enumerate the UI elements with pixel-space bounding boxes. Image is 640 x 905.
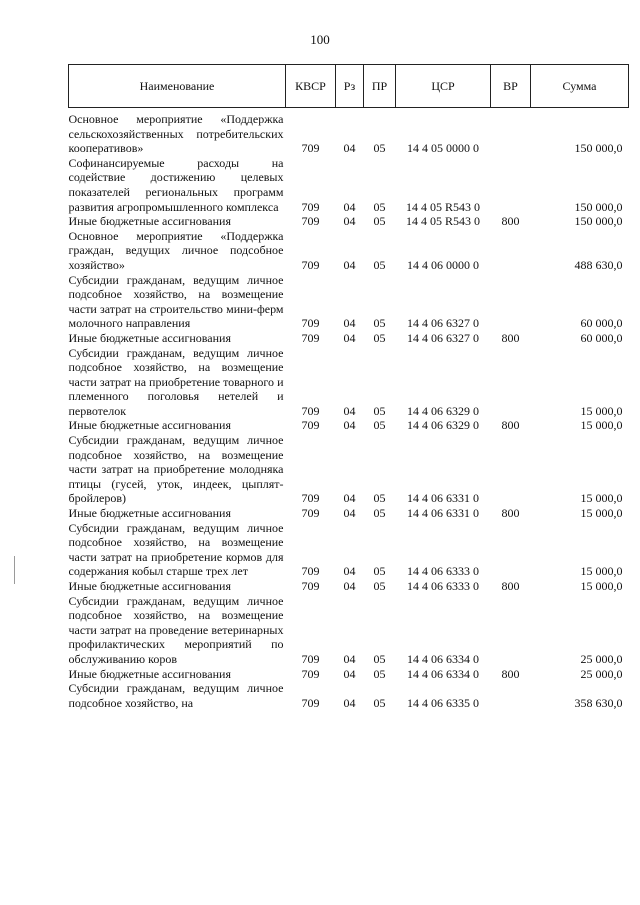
- cell-pr: 05: [373, 403, 386, 418]
- cell-rz: 04: [343, 330, 356, 345]
- cell-vr: [491, 229, 531, 273]
- cell-sum: 15 000,0: [580, 506, 623, 521]
- table-row: [69, 667, 629, 682]
- cell-pr: 05: [373, 564, 386, 579]
- cell-csr: 14 4 06 6333 0: [407, 564, 479, 579]
- cell-pr: 05: [373, 316, 386, 331]
- cell-name: Иные бюджетные ассигнования: [68, 214, 231, 229]
- header-pr: ПР: [364, 65, 396, 108]
- cell-pr: 05: [373, 695, 386, 710]
- cell-rz: 04: [343, 141, 356, 156]
- cell-sum: 25 000,0: [580, 651, 623, 666]
- cell-sum: 15 000,0: [580, 418, 623, 433]
- cell-kvsr: 709: [301, 579, 320, 593]
- cell-vr: [491, 594, 531, 667]
- header-vr: ВР: [491, 65, 531, 108]
- cell-vr: [491, 346, 531, 419]
- cell-kvsr: 709: [301, 695, 320, 710]
- table-row: [69, 108, 629, 156]
- cell-csr: 14 4 06 0000 0: [407, 257, 479, 272]
- table-row: [69, 331, 629, 346]
- table-row: [69, 214, 629, 229]
- cell-sum: 25 000,0: [580, 666, 623, 681]
- cell-rz: 04: [343, 506, 356, 521]
- table-row: [69, 156, 629, 214]
- cell-csr: 14 4 06 6329 0: [407, 418, 479, 433]
- table-row: [69, 418, 629, 433]
- cell-rz: 04: [343, 491, 356, 506]
- table-row: [69, 681, 629, 710]
- cell-rz: 04: [343, 199, 356, 214]
- cell-sum: 150 000,0: [574, 141, 623, 156]
- cell-name: Субсидии гражданам, ведущим личное подсобное хозяйство, на возмещение части затрат на приобретение молодняка птицы (гусей, уток, индеек, цыплят-бройлеров): [68, 433, 284, 506]
- cell-csr: 14 4 05 0000 0: [407, 141, 479, 156]
- cell-pr: 05: [373, 666, 386, 681]
- cell-vr: [491, 681, 531, 710]
- cell-kvsr: 709: [301, 506, 320, 521]
- cell-name: Иные бюджетные ассигнования: [68, 579, 231, 593]
- cell-name: Софинансируемые расходы на содействие достижению целевых показателей региональных программ развития агропромышленного комплекса: [68, 155, 284, 214]
- cell-vr: [491, 108, 531, 156]
- cell-vr: [491, 521, 531, 579]
- cell-sum: 15 000,0: [580, 564, 623, 579]
- cell-vr: [491, 433, 531, 506]
- cell-sum: 60 000,0: [580, 330, 623, 345]
- cell-name: Иные бюджетные ассигнования: [68, 506, 231, 521]
- cell-name: Субсидии гражданам, ведущим личное подсобное хозяйство, на возмещение части затрат на проведение ветеринарных профилактических мероприятий по обслуживанию коров: [68, 593, 284, 666]
- cell-vr: [491, 156, 531, 214]
- cell-pr: 05: [373, 257, 386, 272]
- cell-rz: 04: [343, 651, 356, 666]
- cell-kvsr: 709: [301, 199, 320, 214]
- table-row: [69, 433, 629, 506]
- cell-sum: 60 000,0: [580, 316, 623, 331]
- cell-pr: 05: [373, 418, 386, 433]
- cell-pr: 05: [373, 651, 386, 666]
- cell-name: Субсидии гражданам, ведущим личное подсобное хозяйство, на возмещение части затрат на приобретение кормов для содержания кобыл старше трех лет: [68, 520, 284, 579]
- cell-csr: 14 4 06 6331 0: [407, 491, 479, 506]
- cell-sum: 15 000,0: [580, 491, 623, 506]
- table-row: [69, 594, 629, 667]
- cell-csr: 14 4 06 6331 0: [407, 506, 479, 521]
- cell-pr: 05: [373, 579, 386, 593]
- cell-csr: 14 4 06 6329 0: [407, 403, 479, 418]
- cell-sum: 150 000,0: [574, 199, 623, 214]
- cell-csr: 14 4 05 R543 0: [405, 214, 480, 229]
- table-row: [69, 521, 629, 579]
- cell-name: Субсидии гражданам, ведущим личное подсобное хозяйство, на: [68, 681, 284, 710]
- table-row: [69, 506, 629, 521]
- cell-name: Субсидии гражданам, ведущим личное подсобное хозяйство, на возмещение части затрат на строительство мини-ферм молочного направления: [68, 272, 284, 331]
- cell-name: Иные бюджетные ассигнования: [68, 666, 231, 681]
- cell-pr: 05: [373, 506, 386, 521]
- page-number: 100: [310, 32, 330, 47]
- cell-pr: 05: [373, 141, 386, 156]
- cell-kvsr: 709: [301, 214, 320, 229]
- table-header-row: [69, 65, 629, 108]
- cell-kvsr: 709: [301, 403, 320, 418]
- cell-pr: 05: [373, 199, 386, 214]
- header-sum: Сумма: [531, 65, 629, 108]
- cell-pr: 05: [373, 491, 386, 506]
- cell-vr: 800: [501, 330, 520, 345]
- cell-kvsr: 709: [301, 330, 320, 345]
- header-kvsr: КВСР: [286, 65, 336, 108]
- cell-vr: [491, 273, 531, 331]
- cell-vr: 800: [501, 214, 520, 229]
- header-rz: Рз: [336, 65, 364, 108]
- cell-name: Основное мероприятие «Поддержка сельскохозяйственных потребительских кооперативов»: [68, 112, 284, 156]
- table-row: [69, 273, 629, 331]
- cell-rz: 04: [343, 257, 356, 272]
- table-row: [69, 346, 629, 419]
- cell-csr: 14 4 06 6334 0: [407, 666, 479, 681]
- cell-kvsr: 709: [301, 491, 320, 506]
- cell-rz: 04: [343, 214, 356, 229]
- cell-pr: 05: [373, 214, 386, 229]
- cell-sum: 358 630,0: [574, 695, 623, 710]
- cell-sum: 15 000,0: [580, 403, 623, 418]
- header-csr: ЦСР: [396, 65, 491, 108]
- scan-mark: [14, 556, 15, 584]
- cell-rz: 04: [343, 418, 356, 433]
- cell-name: Иные бюджетные ассигнования: [68, 330, 231, 345]
- budget-table: [68, 64, 629, 710]
- cell-pr: 05: [373, 330, 386, 345]
- cell-csr: 14 4 05 R543 0: [405, 199, 480, 214]
- cell-sum: 150 000,0: [574, 214, 623, 229]
- cell-kvsr: 709: [301, 651, 320, 666]
- cell-kvsr: 709: [301, 418, 320, 433]
- cell-csr: 14 4 06 6335 0: [407, 695, 479, 710]
- cell-vr: 800: [501, 418, 520, 433]
- cell-rz: 04: [343, 316, 356, 331]
- cell-vr: 800: [501, 666, 520, 681]
- cell-kvsr: 709: [301, 141, 320, 156]
- cell-rz: 04: [343, 666, 356, 681]
- cell-csr: 14 4 06 6327 0: [407, 316, 479, 331]
- cell-csr: 14 4 06 6334 0: [407, 651, 479, 666]
- cell-name: Субсидии гражданам, ведущим личное подсобное хозяйство, на возмещение части затрат на приобретение товарного и племенного поголовья нетелей и первотелок: [68, 345, 284, 418]
- cell-sum: 15 000,0: [580, 579, 623, 593]
- cell-kvsr: 709: [301, 666, 320, 681]
- cell-vr: 800: [501, 579, 520, 593]
- cell-kvsr: 709: [301, 316, 320, 331]
- cell-name: Основное мероприятие «Поддержка граждан, ведущих личное подсобное хозяйство»: [68, 228, 284, 272]
- cell-sum: 488 630,0: [574, 257, 623, 272]
- cell-csr: 14 4 06 6333 0: [407, 579, 479, 593]
- table-row: [69, 579, 629, 594]
- cell-kvsr: 709: [301, 564, 320, 579]
- cell-rz: 04: [343, 695, 356, 710]
- cell-rz: 04: [343, 579, 356, 593]
- cell-rz: 04: [343, 403, 356, 418]
- cell-name: Иные бюджетные ассигнования: [68, 418, 231, 433]
- cell-rz: 04: [343, 564, 356, 579]
- cell-kvsr: 709: [301, 257, 320, 272]
- table-body: [69, 108, 629, 711]
- cell-csr: 14 4 06 6327 0: [407, 330, 479, 345]
- table-row: [69, 229, 629, 273]
- cell-vr: 800: [501, 506, 520, 521]
- header-name: Наименование: [69, 65, 286, 108]
